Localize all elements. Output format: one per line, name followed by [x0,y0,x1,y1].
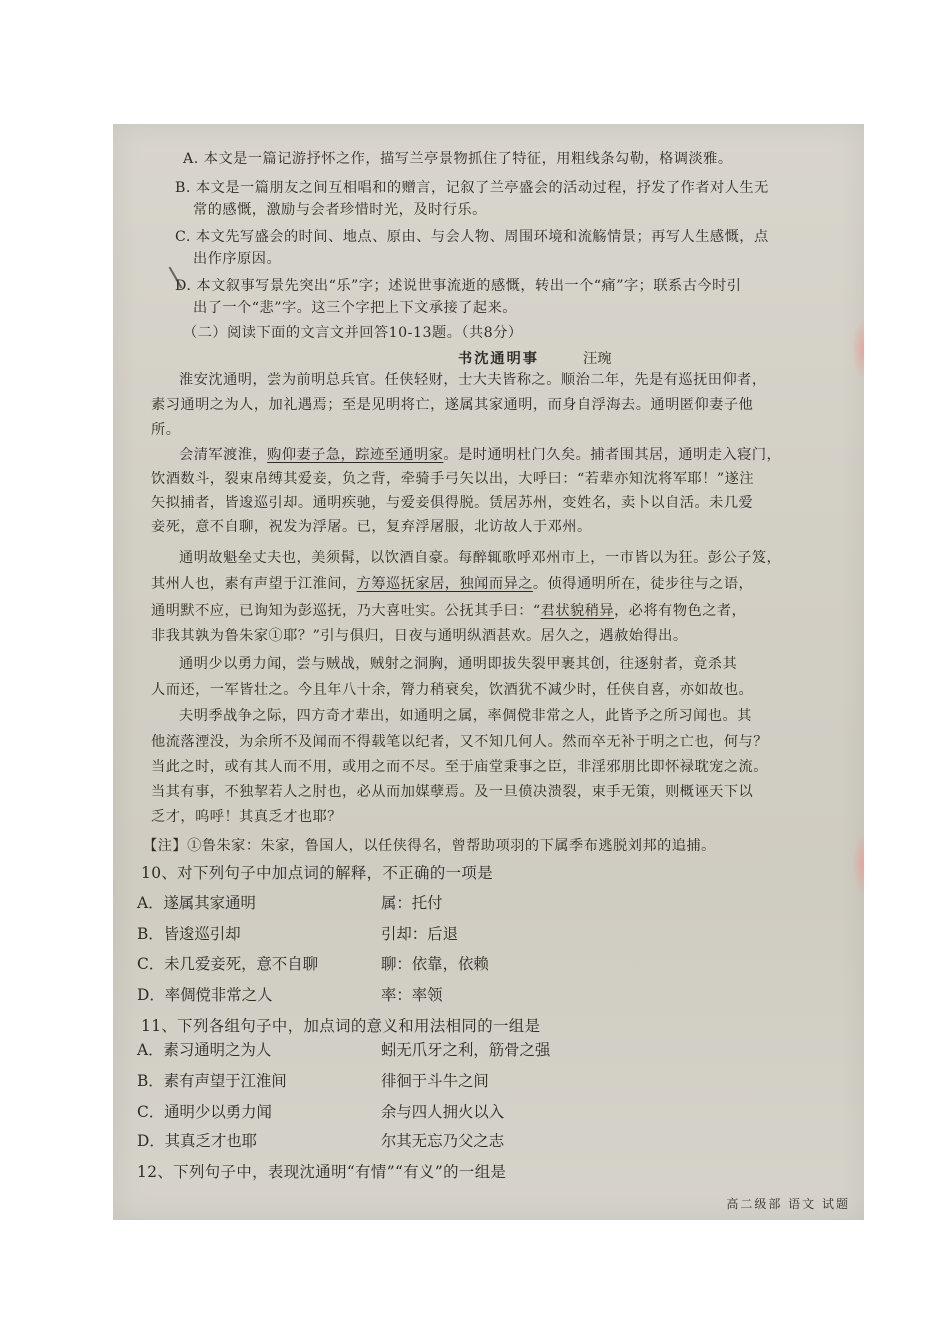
q10-option-a-gloss: 属：托付 [381,894,443,912]
q12-stem: 12、下列句子中，表现沈通明“有情”“有义”的一组是 [137,1163,507,1181]
q10-option-b: B．皆逡巡引却 [137,925,241,943]
passage-p5-line2: 他流落湮没，为余所不及闻而不得载笔以纪者，又不知几何人。然而卒无补于明之亡也，何与？ [151,734,768,750]
q10-option-a: A．遂属其家通明 [137,894,256,912]
passage-text: 通明默不应，已询知为彭巡抚，乃大喜吐实。公抚其手曰：“ [151,603,541,619]
passage-p3-line2 [151,575,753,593]
passage-text: 其州人也，素有声望于江淮间， [151,576,357,592]
option-c-q9-line2: 出作序原因。 [193,251,282,267]
passage-p2-line3: 矢拟捕者，皆逡巡引却。通明疾驰，与爱妾俱得脱。赁居苏州，变姓名，卖卜以自活。未几爱 [151,495,754,511]
passage-text: 。侦得通明所在，徒步往与之语， [532,576,754,592]
q11-option-c: C．通明少以勇力闻 [137,1103,272,1121]
q10-option-b-gloss: 引却：后退 [381,925,458,943]
passage-text: ，必将有物色之者， [614,603,747,619]
q10-option-c-gloss: 聊：依靠，依赖 [381,955,489,973]
q11-option-d-compare: 尔其无忘乃父之志 [381,1132,505,1150]
footnote: 【注】①鲁朱家：朱家，鲁国人，以任侠得名，曾帮助项羽的下属季布逃脱刘邦的追捕。 [143,838,716,854]
underlined-sentence: 君状貌稍异 [540,603,615,619]
option-b-q9-line1: B. 本文是一篇朋友之间互相唱和的赠言，记叙了兰亭盛会的活动过程，抒发了作者对人生无 [175,180,769,196]
passage-p3-line3 [151,602,746,620]
photo-glare-spot [852,834,864,894]
section-heading: （二）阅读下面的文言文并回答10-13题。（共8分） [183,325,523,341]
passage-p5-line5: 乏才，呜呼！其真乏才也耶？ [151,809,342,825]
underlined-sentence: 方筹巡抚家居，独闻而异之 [356,576,533,592]
exam-paper [113,124,864,1220]
option-c-q9-line1: C. 本文先写盛会的时间、地点、原由、与会人物、周围环境和流觞情景；再写人生感慨，点 [175,229,769,245]
passage-p1-line3: 所。 [151,422,181,438]
q11-option-c-compare: 余与四人拥火以入 [381,1103,505,1121]
q11-stem: 11、下列各组句子中，加点词的意义和用法相同的一组是 [141,1017,541,1035]
passage-p5-line1: 夫明季战争之际，四方奇才辈出，如通明之属，率倜傥非常之人，此皆予之所习闻也。其 [179,708,752,724]
passage-p5-line3: 当此之时，或有其人而不用，或用之而不尽。至于庙堂秉事之臣，非淫邪朋比即怀禄耽宠之流。 [151,759,768,775]
q11-option-b-compare: 徘徊于斗牛之间 [381,1072,489,1090]
passage-p1-line1: 淮安沈通明，尝为前明总兵官。任侠轻财，士大夫皆称之。顺治二年，先是有巡抚田仰者， [179,372,767,388]
page-footer: 高二级部 语文 试题 [726,1197,850,1211]
q11-option-d: D．其真乏才也耶 [137,1132,258,1150]
underlined-sentence: 购仰妻子急，踪迹至通明家 [267,447,444,463]
passage-p1-line2: 素习通明之为人，加礼遇焉；至是见明将亡，遂属其家通明，而身自浮海去。通明匿仰妻子他 [151,397,754,413]
q10-stem: 10、对下列句子中加点词的解释，不正确的一项是 [141,864,493,882]
option-d-q9-line2: 出了一个“悲”字。这三个字把上下文承接了起来。 [193,300,517,316]
passage-p3-line4: 非我其孰为鲁朱家①耶？”引与俱归，日夜与通明纵酒甚欢。居久之，遇赦始得出。 [151,628,688,644]
passage-p4-line2: 人而还，一军皆壮之。今且年八十余，膂力稍衰矣，饮酒犹不减少时，任侠自喜，亦如故也。 [151,682,754,698]
q11-option-a: A．素习通明之为人 [137,1041,272,1059]
passage-p3-line1: 通明故魁垒丈夫也，美须髯，以饮酒自豪。每醉辄歌呼邓州市上，一市皆以为狂。彭公子笈， [179,550,782,566]
option-b-q9-line2: 常的感慨，激励与会者珍惜时光，及时行乐。 [193,202,487,218]
q11-option-a-compare: 蚓无爪牙之利，筋骨之强 [381,1041,551,1059]
passage-p2-line1 [179,446,781,464]
q10-option-d: D．率倜傥非常之人 [137,986,273,1004]
passage-p2-line2: 饮酒数斗，裂束帛缚其爱妾，负之背，牵骑手弓矢以出，大呼曰：“若辈亦知沈将军耶！”遂注 [151,471,755,487]
q10-option-c: C．未几爱妾死，意不自聊 [137,955,319,973]
photo-glare-spot [852,319,864,379]
passage-text: 会清军渡淮， [179,447,268,463]
passage-p2-line4: 妾死，意不自聊，祝发为浮屠。已，复弃浮屠服，北访故人于邓州。 [151,519,592,535]
passage-title: 书沈通明事 [458,351,539,367]
passage-text: 。是时通明杜门久矣。捕者围其居，通明走入寝门， [443,447,782,463]
option-d-q9-line1: D. 本文叙事写景先突出“乐”字；述说世事流逝的感慨，转出一个“痛”字；联系古今时引 [175,278,742,294]
passage-p4-line1: 通明少以勇力闻，尝与贼战，贼射之洞胸，通明即拔失裂甲裹其创，往逐射者，竟杀其 [179,656,738,672]
option-a-q9: A. 本文是一篇记游抒怀之作，描写兰亭景物抓住了特征，用粗线条勾勒，格调淡雅。 [183,151,733,167]
q11-option-b: B．素有声望于江淮间 [137,1072,287,1090]
passage-author: 汪琬 [583,351,612,367]
passage-p5-line4: 当其有事，不独挈若人之肘也，必从而加媒孽焉。及一旦偾决溃裂，束手无策，则概诬天下以 [151,784,754,800]
q10-option-d-gloss: 率：率领 [381,986,443,1004]
